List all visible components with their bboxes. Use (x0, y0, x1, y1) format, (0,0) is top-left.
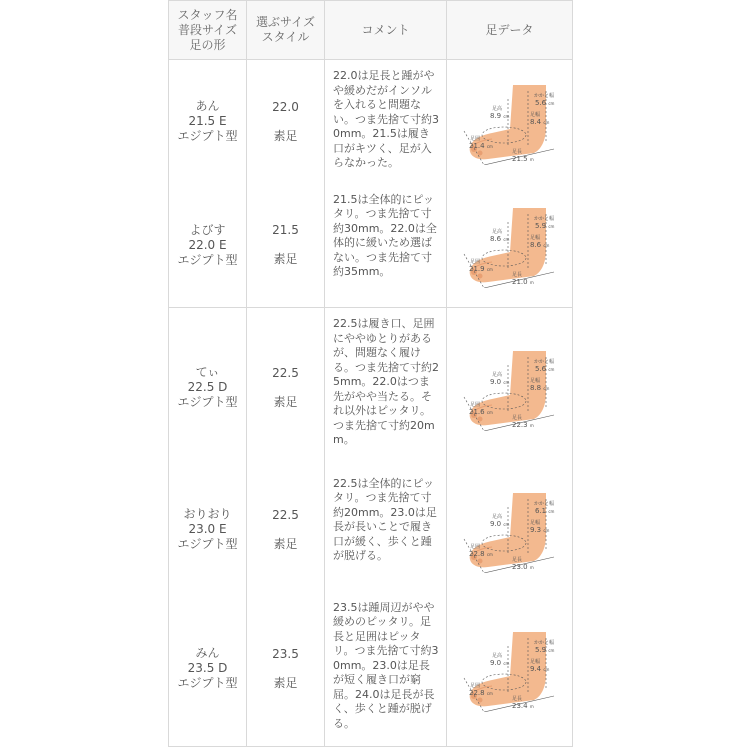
staff-name: よびす (189, 222, 226, 237)
chosen-size-cell (247, 468, 325, 592)
heel-label: 足幅 (529, 377, 540, 384)
foot-diagram (458, 487, 562, 573)
foot-data-cell (447, 468, 573, 592)
instep-value: 6.1 cm (534, 506, 554, 515)
length-value: 23.0 m (511, 562, 534, 571)
usual-size: 22.5 D (187, 380, 228, 395)
chosen-size: 21.5 (272, 223, 299, 238)
girth-value: 21.6 cm (468, 407, 493, 416)
heel-label: 足幅 (529, 235, 540, 242)
girth-label: 足囲 (469, 135, 480, 142)
comment-cell: 22.5は履き口、足囲にややゆとりがあるが、問題なく履ける。つま先捨て寸約25mm。22.0はつま先がやや当たる。それ以外はピッタリ。つま先捨て寸約20mm。 (325, 308, 447, 468)
foot-diagram (458, 345, 562, 431)
staff-cell (169, 592, 247, 747)
staff-cell (169, 308, 247, 468)
foot-shape-type: エジプト型 (177, 252, 238, 267)
heel-value: 8.8 cm (529, 383, 549, 392)
usual-size: 22.0 E (188, 237, 227, 252)
instep-label: かかと幅 (533, 92, 554, 99)
length-value: 21.0 m (511, 278, 534, 287)
foot-diagram (458, 79, 562, 165)
comment-cell: 22.5は全体的にピッタリ。つま先捨て寸約20mm。23.0は足長が長いことで履き口が緩く、歩くと踵が脱げる。 (325, 468, 447, 592)
girth-value: 21.9 cm (468, 265, 493, 274)
header-comment: コメント (325, 1, 447, 60)
toe-icon (477, 697, 482, 702)
instep-value: 5.9 cm (534, 222, 554, 231)
length-label: 足長 (511, 695, 522, 702)
chosen-size-cell (247, 184, 325, 308)
foot-diagram (458, 202, 562, 288)
table-row (169, 184, 573, 308)
heel-label: 足幅 (529, 519, 540, 526)
length-value: 22.3 m (511, 420, 534, 429)
foot-shape-type: エジプト型 (177, 676, 238, 691)
heel-value: 9.3 cm (529, 525, 549, 534)
chosen-size: 23.5 (272, 646, 299, 661)
girth-label: 足囲 (469, 259, 480, 266)
chosen-size: 22.5 (272, 365, 299, 380)
table-row (169, 592, 573, 747)
table-row (169, 468, 573, 592)
staff-cell (169, 468, 247, 592)
staff-name: おりおり (183, 507, 232, 521)
height-value: 8.6 cm (489, 235, 509, 244)
instep-value: 5.9 cm (534, 645, 554, 654)
instep-label: かかと幅 (533, 216, 554, 223)
girth-value: 21.4 cm (468, 141, 493, 150)
wear-style: 素足 (273, 128, 298, 143)
height-label: 足高 (491, 371, 502, 378)
length-label: 足長 (511, 148, 522, 155)
height-label: 足高 (491, 105, 502, 112)
heel-label: 足幅 (529, 111, 540, 118)
foot-data-cell (447, 184, 573, 308)
instep-value: 5.6 cm (534, 364, 554, 373)
instep-label: かかと幅 (533, 358, 554, 365)
chosen-size: 22.0 (272, 99, 299, 114)
heel-label: 足幅 (529, 658, 540, 665)
foot-data-cell (447, 60, 573, 184)
heel-value: 8.6 cm (529, 241, 549, 250)
girth-label: 足囲 (469, 543, 480, 550)
comment-cell: 23.5は踵周辺がやや緩めのピッタリ。足長と足囲はピッタリ。つま先捨て寸約30mm。23.0は足長が短く履き口が窮屈。24.0は足長が長く、歩くと踵が脱げる。 (325, 592, 447, 747)
staff-name: みん (195, 646, 220, 661)
toe-icon (477, 150, 482, 155)
wear-style: 素足 (273, 252, 298, 267)
heel-value: 9.4 cm (529, 664, 549, 673)
staff-size-table (168, 0, 573, 747)
foot-data-cell (447, 592, 573, 747)
girth-value: 22.8 cm (468, 549, 493, 558)
height-value: 9.0 cm (489, 519, 509, 528)
girth-value: 22.8 cm (468, 688, 493, 697)
height-label: 足高 (491, 229, 502, 236)
usual-size: 23.5 D (187, 661, 228, 676)
table-row (169, 60, 573, 184)
table-row (169, 308, 573, 468)
wear-style: 素足 (273, 394, 298, 409)
chosen-size-cell (247, 60, 325, 184)
length-label: 足長 (511, 414, 522, 421)
wear-style: 素足 (273, 536, 298, 551)
usual-size: 21.5 E (188, 114, 227, 129)
staff-cell (169, 60, 247, 184)
comment-cell: 22.0は足長と踵がやや緩めだがインソルを入れると問題ない。つま先捨て寸約30mm。21.5は履き口がキツく、足が入らなかった。 (325, 60, 447, 184)
header-staff: スタッフ名 普段サイズ 足の形 (169, 1, 247, 60)
staff-name: あん (195, 99, 220, 114)
height-label: 足高 (491, 652, 502, 659)
foot-data-cell (447, 308, 573, 468)
toe-icon (477, 558, 482, 563)
header-size: 選ぶサイズ スタイル (247, 1, 325, 60)
toe-icon (477, 274, 482, 279)
foot-diagram (458, 626, 562, 712)
girth-label: 足囲 (469, 682, 480, 689)
instep-label: かかと幅 (533, 500, 554, 507)
height-label: 足高 (491, 513, 502, 520)
instep-value: 5.6 cm (534, 98, 554, 107)
staff-name: てぃ (195, 365, 220, 380)
length-label: 足長 (511, 272, 522, 279)
length-label: 足長 (511, 556, 522, 563)
header-foot-data: 足データ (447, 1, 573, 60)
usual-size: 23.0 E (188, 522, 227, 536)
heel-value: 8.4 cm (529, 117, 549, 126)
chosen-size-cell (247, 592, 325, 747)
height-value: 9.0 cm (489, 377, 509, 386)
staff-cell (169, 184, 247, 308)
length-value: 23.4 m (511, 701, 534, 710)
toe-icon (477, 416, 482, 421)
height-value: 9.0 cm (489, 658, 509, 667)
chosen-size-cell (247, 308, 325, 468)
wear-style: 素足 (273, 675, 298, 690)
girth-label: 足囲 (469, 401, 480, 408)
comment-cell: 21.5は全体的にピッタリ。つま先捨て寸約30mm。22.0は全体的に緩いため選ばない。つま先捨て寸約35mm。 (325, 184, 447, 308)
foot-shape-type: エジプト型 (177, 395, 238, 410)
chosen-size: 22.5 (272, 507, 299, 522)
height-value: 8.9 cm (489, 111, 509, 120)
length-value: 21.5 m (511, 154, 534, 163)
foot-shape-type: エジプト型 (177, 537, 238, 551)
instep-label: かかと幅 (533, 639, 554, 646)
foot-shape-type: エジプト型 (177, 129, 238, 144)
table-header-row (169, 1, 573, 60)
